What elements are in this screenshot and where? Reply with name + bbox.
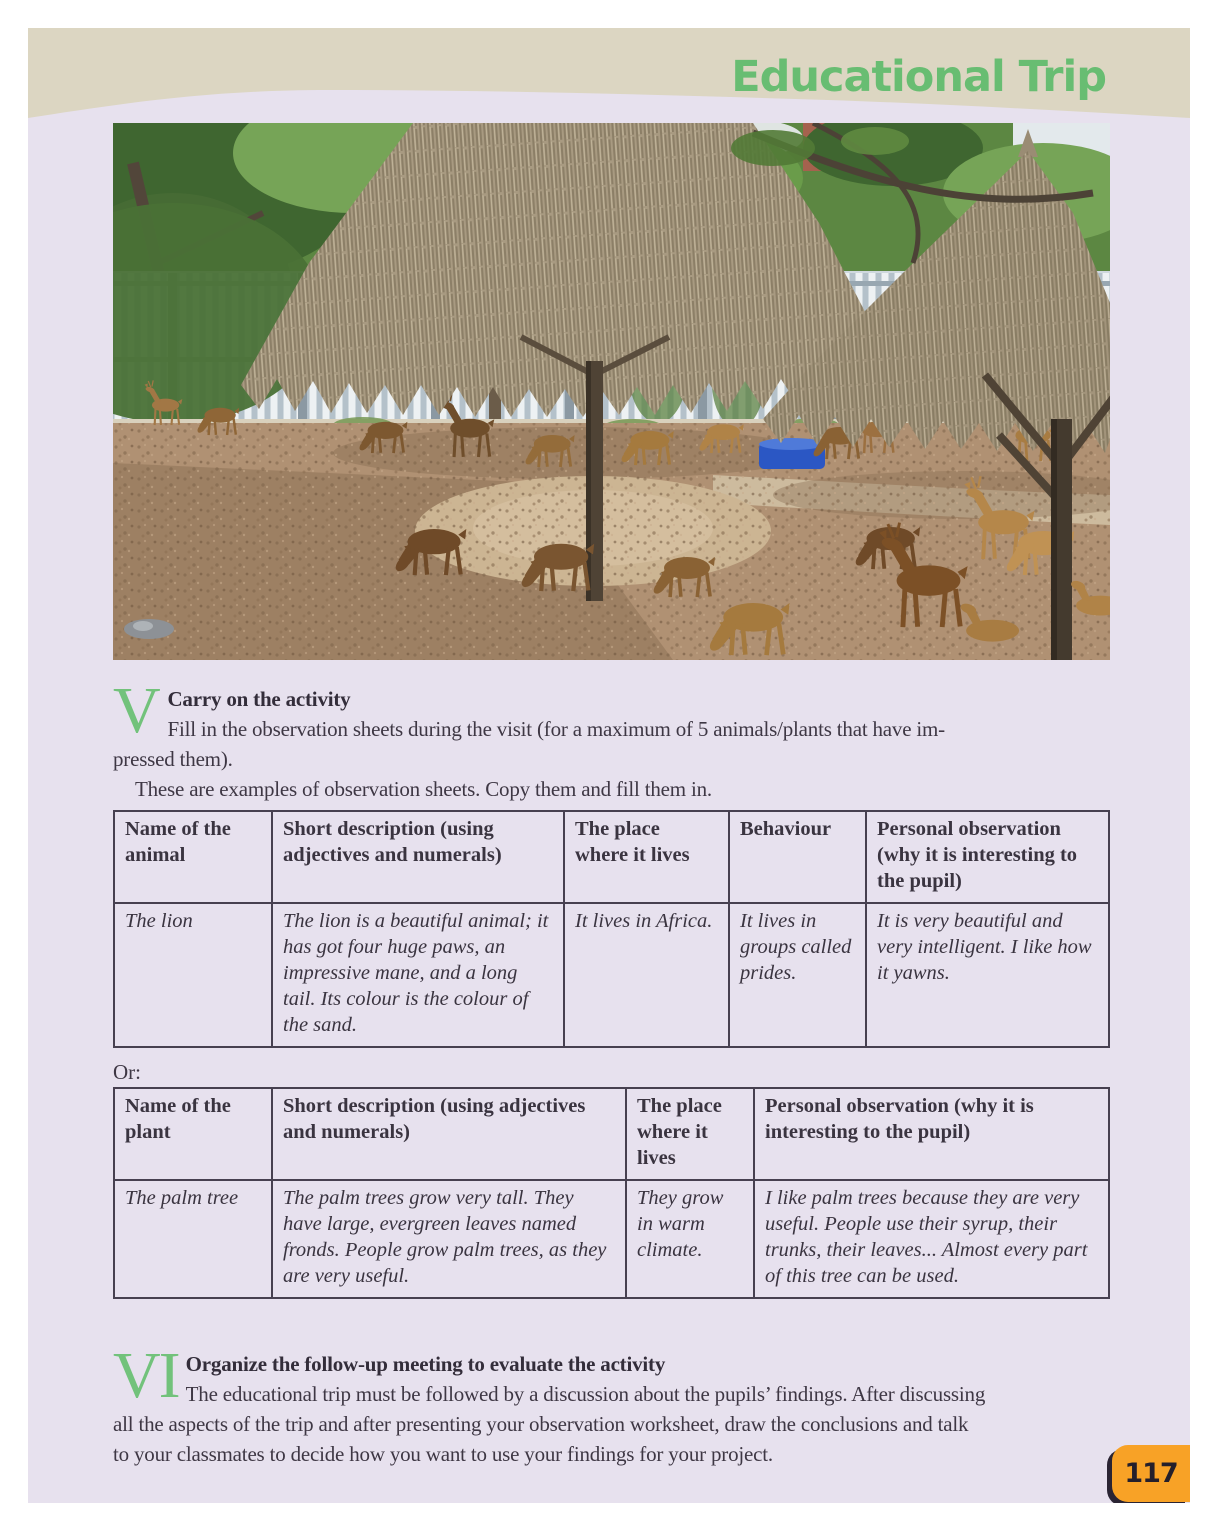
- section-v-text-line: pressed them).: [113, 747, 233, 771]
- column-header: The place where it lives: [564, 811, 729, 903]
- section-carry-on: [113, 674, 1110, 804]
- column-header: Personal observation (why it is interesting to the pupil): [754, 1088, 1109, 1180]
- table-cell: The lion: [114, 903, 272, 1047]
- table-cell: It is very beautiful and very intelligent. I like how it yawns.: [866, 903, 1109, 1047]
- table-cell: The palm trees grow very tall. They have large, evergreen leaves named fronds. People grow palm trees, as they are very useful.: [272, 1180, 626, 1298]
- column-header: Name of the animal: [114, 811, 272, 903]
- section-v-text-line: These are examples of observation sheets. Copy them and fill them in.: [135, 777, 712, 801]
- column-header: Short description (using adjectives and numerals): [272, 1088, 626, 1180]
- section-vi-text-line: all the aspects of the trip and after presenting your observation worksheet, draw the conclusions and talk: [113, 1412, 969, 1436]
- section-v-numeral: V: [113, 674, 161, 747]
- page-content: [113, 123, 1110, 1469]
- column-header: The place where it lives: [626, 1088, 754, 1180]
- table-cell: It lives in groups called prides.: [729, 903, 866, 1047]
- section-v-heading: Carry on the activity: [167, 687, 351, 711]
- table-row: [114, 1180, 1109, 1298]
- column-header: Behaviour: [729, 811, 866, 903]
- animal-table-header-row: [114, 811, 1109, 903]
- page-number: 117: [1124, 1458, 1178, 1489]
- table-cell: The lion is a beautiful animal; it has got four huge paws, an impressive mane, and a long tail. Its colour is the colour of the sand.: [272, 903, 564, 1047]
- plant-observation-table: [113, 1087, 1110, 1299]
- section-follow-up: [113, 1339, 1110, 1469]
- section-vi-numeral: VI: [113, 1339, 179, 1412]
- column-header: Personal observation (why it is interesting to the pupil): [866, 811, 1109, 903]
- page: [28, 28, 1190, 1503]
- section-vi-text-line: The educational trip must be followed by a discussion about the pupils’ findings. After discussing: [185, 1382, 986, 1406]
- section-vi-text-line: to your classmates to decide how you want to use your findings for your project.: [113, 1442, 773, 1466]
- table-cell: It lives in Africa.: [564, 903, 729, 1047]
- or-label: Or:: [113, 1060, 141, 1084]
- table-cell: I like palm trees because they are very useful. People use their syrup, their trunks, their leaves... Almost every part of this tree can be used.: [754, 1180, 1109, 1298]
- animal-observation-table: [113, 810, 1110, 1048]
- column-header: Short description (using adjectives and numerals): [272, 811, 564, 903]
- plant-table-header-row: [114, 1088, 1109, 1180]
- section-vi-heading: Organize the follow-up meeting to evaluate the activity: [185, 1352, 666, 1376]
- table-row: [114, 903, 1109, 1047]
- zoo-photo-illustration: [113, 123, 1110, 660]
- table-cell: The palm tree: [114, 1180, 272, 1298]
- section-v-text-line: Fill in the observation sheets during the visit (for a maximum of 5 animals/plants that have im-: [167, 717, 945, 741]
- page-title: Educational Trip: [731, 52, 1106, 102]
- page-number-badge: [1112, 1445, 1190, 1502]
- table-cell: They grow in warm climate.: [626, 1180, 754, 1298]
- zoo-photo: [113, 123, 1110, 660]
- column-header: Name of the plant: [114, 1088, 272, 1180]
